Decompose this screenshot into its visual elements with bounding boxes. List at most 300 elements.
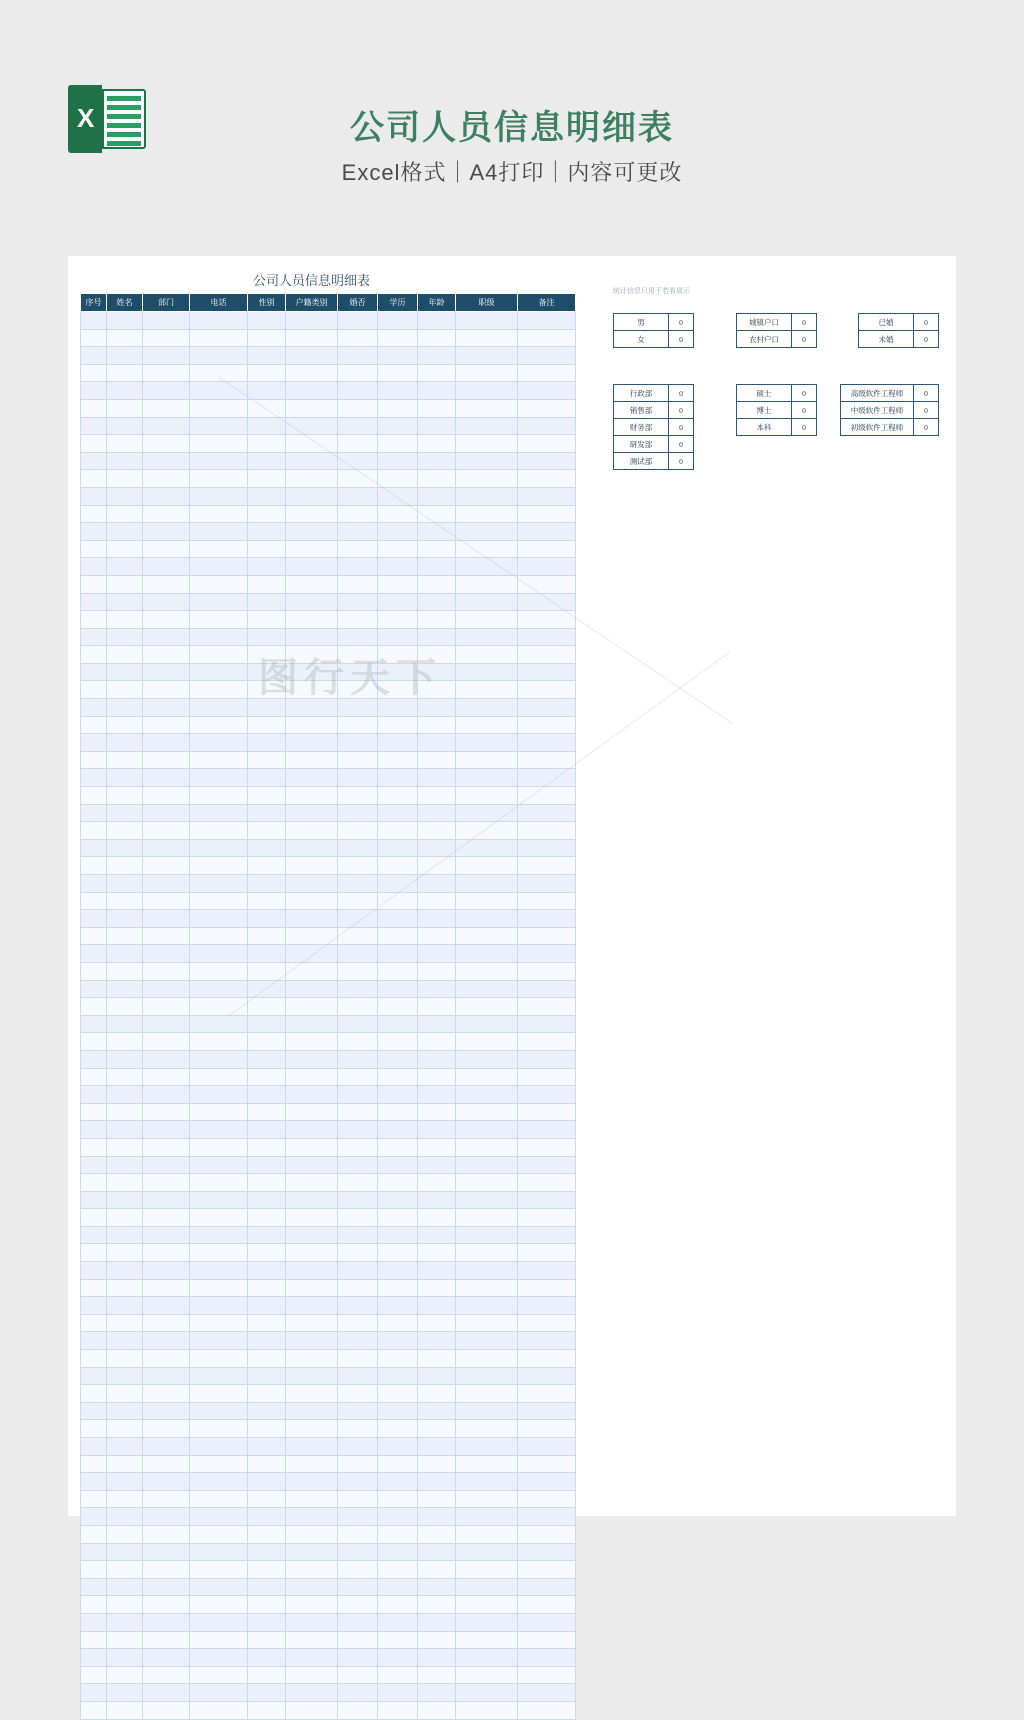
table-cell[interactable] — [338, 822, 378, 840]
table-cell[interactable] — [518, 1244, 576, 1262]
table-cell[interactable] — [107, 681, 143, 699]
table-cell[interactable] — [456, 1156, 518, 1174]
table-row[interactable] — [81, 998, 576, 1016]
table-cell[interactable] — [378, 822, 418, 840]
table-cell[interactable] — [518, 699, 576, 717]
table-cell[interactable] — [81, 945, 107, 963]
table-cell[interactable] — [518, 962, 576, 980]
table-cell[interactable] — [248, 769, 286, 787]
table-cell[interactable] — [107, 452, 143, 470]
table-cell[interactable] — [143, 540, 190, 558]
table-cell[interactable] — [456, 1103, 518, 1121]
table-cell[interactable] — [518, 1209, 576, 1227]
table-cell[interactable] — [518, 1350, 576, 1368]
table-cell[interactable] — [190, 382, 248, 400]
table-cell[interactable] — [143, 1332, 190, 1350]
table-cell[interactable] — [378, 628, 418, 646]
table-cell[interactable] — [190, 1596, 248, 1614]
table-row[interactable] — [81, 1015, 576, 1033]
table-cell[interactable] — [248, 1578, 286, 1596]
table-cell[interactable] — [518, 470, 576, 488]
table-cell[interactable] — [418, 716, 456, 734]
table-cell[interactable] — [190, 364, 248, 382]
table-cell[interactable] — [418, 1631, 456, 1649]
table-cell[interactable] — [338, 1561, 378, 1579]
table-cell[interactable] — [107, 892, 143, 910]
table-cell[interactable] — [107, 417, 143, 435]
table-cell[interactable] — [143, 1262, 190, 1280]
table-cell[interactable] — [286, 1561, 338, 1579]
table-cell[interactable] — [378, 558, 418, 576]
table-cell[interactable] — [107, 1684, 143, 1702]
table-cell[interactable] — [143, 1508, 190, 1526]
table-cell[interactable] — [518, 787, 576, 805]
table-cell[interactable] — [190, 575, 248, 593]
table-cell[interactable] — [190, 1402, 248, 1420]
table-cell[interactable] — [81, 1631, 107, 1649]
table-cell[interactable] — [286, 1191, 338, 1209]
table-cell[interactable] — [286, 681, 338, 699]
table-cell[interactable] — [143, 364, 190, 382]
table-cell[interactable] — [81, 1578, 107, 1596]
table-cell[interactable] — [418, 523, 456, 541]
table-cell[interactable] — [338, 540, 378, 558]
table-cell[interactable] — [418, 417, 456, 435]
table-cell[interactable] — [81, 998, 107, 1016]
table-cell[interactable] — [81, 1543, 107, 1561]
table-cell[interactable] — [81, 646, 107, 664]
table-row[interactable] — [81, 1174, 576, 1192]
table-cell[interactable] — [518, 1420, 576, 1438]
table-cell[interactable] — [81, 1209, 107, 1227]
table-cell[interactable] — [107, 962, 143, 980]
table-cell[interactable] — [286, 611, 338, 629]
table-cell[interactable] — [190, 1297, 248, 1315]
table-cell[interactable] — [143, 470, 190, 488]
table-cell[interactable] — [81, 1314, 107, 1332]
table-cell[interactable] — [418, 1262, 456, 1280]
table-cell[interactable] — [107, 945, 143, 963]
table-cell[interactable] — [456, 1015, 518, 1033]
table-row[interactable] — [81, 1455, 576, 1473]
table-cell[interactable] — [518, 505, 576, 523]
table-cell[interactable] — [518, 558, 576, 576]
stats-department[interactable] — [613, 384, 694, 470]
table-cell[interactable] — [378, 1068, 418, 1086]
table-cell[interactable] — [518, 1666, 576, 1684]
table-row[interactable] — [81, 347, 576, 365]
table-cell[interactable] — [286, 1455, 338, 1473]
table-cell[interactable] — [190, 1262, 248, 1280]
table-cell[interactable] — [107, 699, 143, 717]
table-cell[interactable] — [107, 558, 143, 576]
table-cell[interactable] — [286, 910, 338, 928]
table-cell[interactable] — [518, 1314, 576, 1332]
table-row[interactable] — [81, 1385, 576, 1403]
table-cell[interactable] — [338, 1191, 378, 1209]
table-cell[interactable] — [338, 558, 378, 576]
table-cell[interactable] — [81, 628, 107, 646]
table-cell[interactable] — [518, 1121, 576, 1139]
table-cell[interactable] — [378, 1561, 418, 1579]
table-cell[interactable] — [418, 347, 456, 365]
table-cell[interactable] — [248, 593, 286, 611]
table-cell[interactable] — [456, 699, 518, 717]
table-cell[interactable] — [190, 822, 248, 840]
table-cell[interactable] — [81, 892, 107, 910]
table-cell[interactable] — [107, 1561, 143, 1579]
table-cell[interactable] — [81, 751, 107, 769]
table-cell[interactable] — [518, 1279, 576, 1297]
table-cell[interactable] — [338, 875, 378, 893]
table-cell[interactable] — [518, 910, 576, 928]
table-cell[interactable] — [378, 1086, 418, 1104]
table-cell[interactable] — [418, 540, 456, 558]
table-cell[interactable] — [81, 329, 107, 347]
table-cell[interactable] — [107, 716, 143, 734]
table-cell[interactable] — [248, 575, 286, 593]
table-cell[interactable] — [190, 1279, 248, 1297]
table-cell[interactable] — [107, 857, 143, 875]
table-cell[interactable] — [107, 1455, 143, 1473]
table-cell[interactable] — [456, 329, 518, 347]
table-cell[interactable] — [286, 523, 338, 541]
table-cell[interactable] — [418, 1297, 456, 1315]
table-cell[interactable] — [338, 417, 378, 435]
table-cell[interactable] — [143, 487, 190, 505]
table-cell[interactable] — [378, 1578, 418, 1596]
table-cell[interactable] — [456, 1578, 518, 1596]
table-cell[interactable] — [418, 558, 456, 576]
table-cell[interactable] — [378, 804, 418, 822]
table-cell[interactable] — [143, 1209, 190, 1227]
table-cell[interactable] — [378, 1191, 418, 1209]
table-cell[interactable] — [378, 1613, 418, 1631]
table-cell[interactable] — [190, 1525, 248, 1543]
table-cell[interactable] — [378, 716, 418, 734]
table-cell[interactable] — [418, 822, 456, 840]
table-cell[interactable] — [518, 417, 576, 435]
table-cell[interactable] — [190, 1191, 248, 1209]
table-cell[interactable] — [378, 1543, 418, 1561]
table-cell[interactable] — [456, 1244, 518, 1262]
table-cell[interactable] — [81, 822, 107, 840]
table-cell[interactable] — [338, 787, 378, 805]
table-cell[interactable] — [107, 1209, 143, 1227]
table-cell[interactable] — [518, 1050, 576, 1068]
table-cell[interactable] — [248, 1297, 286, 1315]
table-cell[interactable] — [190, 1068, 248, 1086]
table-cell[interactable] — [378, 1244, 418, 1262]
table-cell[interactable] — [418, 470, 456, 488]
table-cell[interactable] — [418, 1666, 456, 1684]
table-cell[interactable] — [248, 1279, 286, 1297]
table-cell[interactable] — [107, 1666, 143, 1684]
table-cell[interactable] — [190, 1050, 248, 1068]
table-cell[interactable] — [107, 593, 143, 611]
table-cell[interactable] — [518, 1578, 576, 1596]
table-cell[interactable] — [518, 1015, 576, 1033]
table-cell[interactable] — [107, 769, 143, 787]
stats-education[interactable] — [736, 384, 817, 436]
table-cell[interactable] — [518, 399, 576, 417]
table-row[interactable] — [81, 1631, 576, 1649]
table-cell[interactable] — [81, 312, 107, 330]
table-cell[interactable] — [378, 787, 418, 805]
table-cell[interactable] — [190, 787, 248, 805]
table-cell[interactable] — [286, 1525, 338, 1543]
table-cell[interactable] — [378, 1701, 418, 1719]
table-cell[interactable] — [81, 1473, 107, 1491]
table-cell[interactable] — [190, 875, 248, 893]
table-cell[interactable] — [286, 839, 338, 857]
table-cell[interactable] — [143, 452, 190, 470]
table-cell[interactable] — [190, 1226, 248, 1244]
table-cell[interactable] — [143, 575, 190, 593]
table-cell[interactable] — [286, 998, 338, 1016]
table-cell[interactable] — [518, 751, 576, 769]
table-cell[interactable] — [378, 734, 418, 752]
table-cell[interactable] — [418, 1191, 456, 1209]
table-row[interactable] — [81, 734, 576, 752]
table-cell[interactable] — [81, 347, 107, 365]
table-cell[interactable] — [81, 769, 107, 787]
table-cell[interactable] — [338, 523, 378, 541]
table-cell[interactable] — [107, 1015, 143, 1033]
table-cell[interactable] — [456, 804, 518, 822]
table-cell[interactable] — [81, 593, 107, 611]
table-cell[interactable] — [418, 1279, 456, 1297]
table-cell[interactable] — [456, 1613, 518, 1631]
table-cell[interactable] — [338, 1350, 378, 1368]
table-cell[interactable] — [518, 1138, 576, 1156]
table-cell[interactable] — [248, 505, 286, 523]
table-row[interactable] — [81, 769, 576, 787]
table-cell[interactable] — [418, 681, 456, 699]
table-cell[interactable] — [286, 1103, 338, 1121]
table-cell[interactable] — [286, 716, 338, 734]
table-cell[interactable] — [143, 734, 190, 752]
table-cell[interactable] — [338, 1174, 378, 1192]
table-cell[interactable] — [81, 663, 107, 681]
table-cell[interactable] — [456, 980, 518, 998]
table-row[interactable] — [81, 1332, 576, 1350]
table-cell[interactable] — [286, 1490, 338, 1508]
table-cell[interactable] — [190, 646, 248, 664]
table-cell[interactable] — [248, 962, 286, 980]
table-cell[interactable] — [190, 839, 248, 857]
table-cell[interactable] — [143, 998, 190, 1016]
table-row[interactable] — [81, 1226, 576, 1244]
table-row[interactable] — [81, 312, 576, 330]
table-cell[interactable] — [107, 1490, 143, 1508]
table-cell[interactable] — [190, 1209, 248, 1227]
table-cell[interactable] — [518, 1262, 576, 1280]
table-cell[interactable] — [338, 751, 378, 769]
table-cell[interactable] — [286, 1684, 338, 1702]
table-cell[interactable] — [456, 1543, 518, 1561]
table-cell[interactable] — [338, 487, 378, 505]
table-cell[interactable] — [518, 1367, 576, 1385]
table-row[interactable] — [81, 1314, 576, 1332]
table-row[interactable] — [81, 1068, 576, 1086]
table-cell[interactable] — [456, 857, 518, 875]
table-cell[interactable] — [378, 1473, 418, 1491]
table-cell[interactable] — [338, 1473, 378, 1491]
table-cell[interactable] — [456, 1121, 518, 1139]
table-cell[interactable] — [518, 1613, 576, 1631]
table-cell[interactable] — [81, 734, 107, 752]
table-cell[interactable] — [338, 312, 378, 330]
table-cell[interactable] — [107, 1350, 143, 1368]
table-cell[interactable] — [107, 1473, 143, 1491]
table-cell[interactable] — [418, 1209, 456, 1227]
table-row[interactable] — [81, 716, 576, 734]
table-cell[interactable] — [248, 364, 286, 382]
table-cell[interactable] — [248, 1666, 286, 1684]
table-cell[interactable] — [107, 435, 143, 453]
table-row[interactable] — [81, 1103, 576, 1121]
table-cell[interactable] — [456, 1138, 518, 1156]
table-cell[interactable] — [518, 875, 576, 893]
table-cell[interactable] — [143, 1367, 190, 1385]
table-cell[interactable] — [338, 1666, 378, 1684]
table-cell[interactable] — [378, 435, 418, 453]
table-cell[interactable] — [378, 382, 418, 400]
table-cell[interactable] — [518, 1385, 576, 1403]
table-cell[interactable] — [248, 910, 286, 928]
table-cell[interactable] — [456, 751, 518, 769]
table-cell[interactable] — [107, 1402, 143, 1420]
table-cell[interactable] — [286, 1033, 338, 1051]
table-row[interactable] — [81, 364, 576, 382]
table-cell[interactable] — [248, 1490, 286, 1508]
table-cell[interactable] — [338, 681, 378, 699]
table-row[interactable] — [81, 505, 576, 523]
table-cell[interactable] — [248, 927, 286, 945]
table-cell[interactable] — [338, 435, 378, 453]
table-cell[interactable] — [286, 1209, 338, 1227]
table-cell[interactable] — [456, 1314, 518, 1332]
table-cell[interactable] — [378, 1525, 418, 1543]
table-cell[interactable] — [456, 1385, 518, 1403]
table-cell[interactable] — [190, 1543, 248, 1561]
table-cell[interactable] — [378, 1684, 418, 1702]
table-cell[interactable] — [518, 998, 576, 1016]
table-cell[interactable] — [518, 1297, 576, 1315]
table-cell[interactable] — [190, 1666, 248, 1684]
table-cell[interactable] — [286, 1244, 338, 1262]
table-cell[interactable] — [418, 1121, 456, 1139]
table-cell[interactable] — [456, 1226, 518, 1244]
table-cell[interactable] — [190, 1490, 248, 1508]
table-cell[interactable] — [248, 399, 286, 417]
table-cell[interactable] — [81, 382, 107, 400]
table-cell[interactable] — [143, 1578, 190, 1596]
table-cell[interactable] — [248, 663, 286, 681]
table-cell[interactable] — [143, 910, 190, 928]
table-cell[interactable] — [286, 1596, 338, 1614]
table-cell[interactable] — [81, 927, 107, 945]
table-row[interactable] — [81, 1402, 576, 1420]
table-cell[interactable] — [338, 1138, 378, 1156]
table-row[interactable] — [81, 452, 576, 470]
table-cell[interactable] — [418, 1684, 456, 1702]
table-cell[interactable] — [190, 962, 248, 980]
table-cell[interactable] — [456, 435, 518, 453]
table-cell[interactable] — [81, 1684, 107, 1702]
table-cell[interactable] — [190, 1701, 248, 1719]
table-cell[interactable] — [518, 1103, 576, 1121]
table-cell[interactable] — [456, 1631, 518, 1649]
table-cell[interactable] — [248, 628, 286, 646]
table-cell[interactable] — [190, 1649, 248, 1667]
table-cell[interactable] — [286, 734, 338, 752]
table-cell[interactable] — [456, 1367, 518, 1385]
table-cell[interactable] — [248, 487, 286, 505]
table-cell[interactable] — [456, 1191, 518, 1209]
table-cell[interactable] — [456, 1420, 518, 1438]
table-cell[interactable] — [143, 1684, 190, 1702]
table-cell[interactable] — [81, 1332, 107, 1350]
table-cell[interactable] — [143, 1402, 190, 1420]
table-cell[interactable] — [248, 1350, 286, 1368]
table-row[interactable] — [81, 1191, 576, 1209]
table-cell[interactable] — [143, 1279, 190, 1297]
table-cell[interactable] — [418, 927, 456, 945]
table-cell[interactable] — [418, 1068, 456, 1086]
table-cell[interactable] — [107, 1701, 143, 1719]
table-cell[interactable] — [338, 734, 378, 752]
table-row[interactable] — [81, 1701, 576, 1719]
table-cell[interactable] — [190, 435, 248, 453]
table-cell[interactable] — [518, 1086, 576, 1104]
table-cell[interactable] — [286, 399, 338, 417]
table-cell[interactable] — [418, 1455, 456, 1473]
table-cell[interactable] — [418, 329, 456, 347]
table-cell[interactable] — [518, 347, 576, 365]
table-cell[interactable] — [378, 593, 418, 611]
table-cell[interactable] — [190, 1033, 248, 1051]
table-cell[interactable] — [418, 1473, 456, 1491]
table-cell[interactable] — [190, 663, 248, 681]
table-cell[interactable] — [418, 734, 456, 752]
table-cell[interactable] — [190, 1473, 248, 1491]
table-cell[interactable] — [518, 646, 576, 664]
table-row[interactable] — [81, 839, 576, 857]
table-cell[interactable] — [248, 857, 286, 875]
table-cell[interactable] — [456, 1666, 518, 1684]
table-cell[interactable] — [286, 540, 338, 558]
table-cell[interactable] — [518, 1332, 576, 1350]
table-cell[interactable] — [456, 399, 518, 417]
table-cell[interactable] — [338, 505, 378, 523]
table-cell[interactable] — [190, 1508, 248, 1526]
table-cell[interactable] — [81, 1367, 107, 1385]
table-cell[interactable] — [248, 1649, 286, 1667]
table-cell[interactable] — [378, 1350, 418, 1368]
table-cell[interactable] — [518, 1543, 576, 1561]
table-cell[interactable] — [418, 1174, 456, 1192]
table-cell[interactable] — [107, 927, 143, 945]
table-cell[interactable] — [338, 1367, 378, 1385]
table-cell[interactable] — [378, 1596, 418, 1614]
table-cell[interactable] — [248, 1543, 286, 1561]
table-cell[interactable] — [248, 998, 286, 1016]
table-cell[interactable] — [418, 769, 456, 787]
table-row[interactable] — [81, 980, 576, 998]
table-row[interactable] — [81, 945, 576, 963]
